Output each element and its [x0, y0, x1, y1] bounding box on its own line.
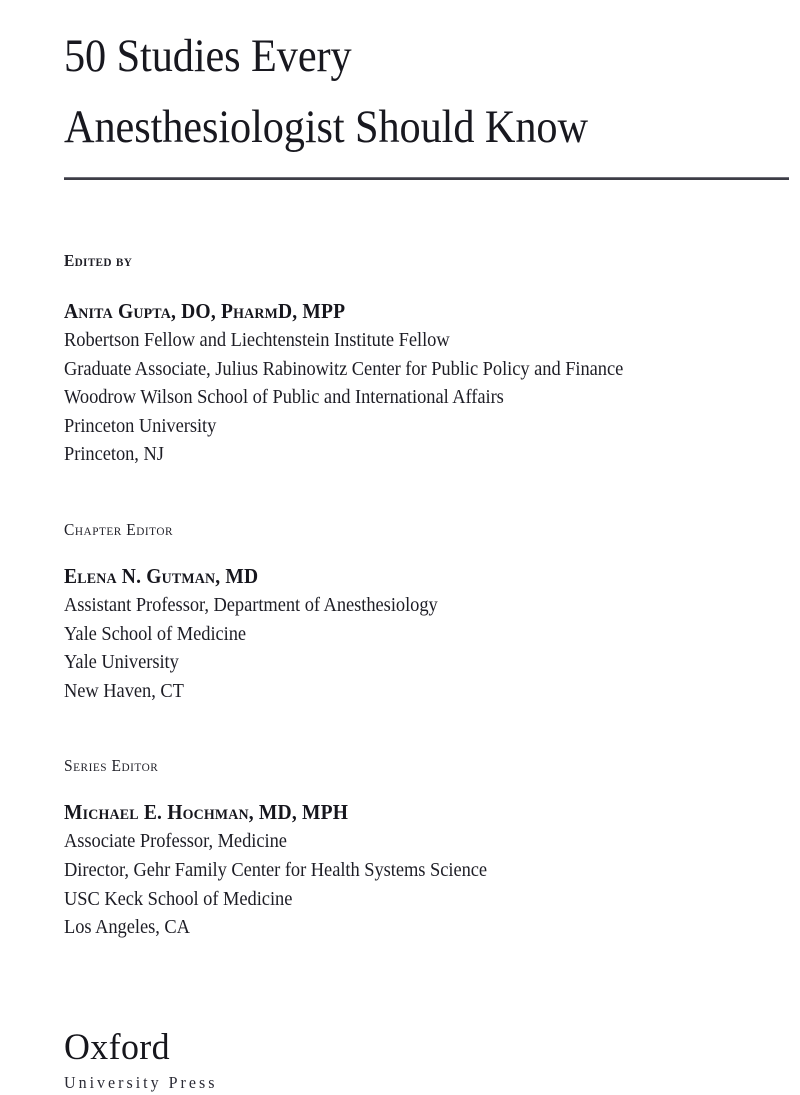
affiliation-line: Robertson Fellow and Liechtenstein Institute Fellow	[64, 329, 450, 351]
publisher-subtitle: University Press	[64, 1073, 218, 1092]
book-title-line-2: Anesthesiologist Should Know	[64, 101, 588, 153]
affiliation-line: Woodrow Wilson School of Public and International Affairs	[64, 386, 504, 409]
affiliation-line: Director, Gehr Family Center for Health Systems Science	[64, 858, 488, 881]
section-label-chapter-editor: Chapter Editor	[64, 519, 174, 539]
section-label-edited-by: Edited by	[64, 251, 133, 270]
affiliation-line: Yale School of Medicine	[64, 622, 247, 645]
publisher-name: Oxford	[64, 1027, 170, 1068]
affiliation-line: Los Angeles, CA	[64, 916, 190, 939]
affiliation-line: Princeton University	[64, 414, 217, 437]
affiliation-line: Princeton, NJ	[64, 443, 164, 466]
affiliation-line: Yale University	[64, 651, 179, 674]
editor-name-gutman: Elena N. Gutman, MD	[64, 563, 259, 588]
editor-name-hochman: Michael E. Hochman, MD, MPH	[64, 800, 349, 825]
affiliation-line: USC Keck School of Medicine	[64, 887, 293, 910]
affiliation-line: New Haven, CT	[64, 679, 184, 702]
book-title-block	[64, 0, 788, 163]
affiliation-list-hochman	[64, 827, 788, 941]
section-label-series-editor: Series Editor	[64, 756, 159, 776]
editor-name-gupta: Anita Gupta, DO, PharmD, MPP	[64, 299, 346, 323]
affiliation-line: Associate Professor, Medicine	[64, 830, 287, 853]
affiliation-line: Graduate Associate, Julius Rabinowitz Center for Public Policy and Finance	[64, 357, 624, 380]
book-title-line-1: 50 Studies Every	[64, 30, 352, 82]
section-editors	[64, 250, 788, 469]
section-series-editor	[64, 755, 788, 941]
credits-block	[64, 180, 788, 942]
section-chapter-editor	[64, 519, 788, 705]
affiliation-line: Assistant Professor, Department of Anesthesiology	[64, 593, 438, 616]
affiliation-list-gutman	[64, 591, 788, 705]
publisher-logo	[64, 1028, 222, 1095]
affiliation-list-gupta	[64, 326, 788, 469]
